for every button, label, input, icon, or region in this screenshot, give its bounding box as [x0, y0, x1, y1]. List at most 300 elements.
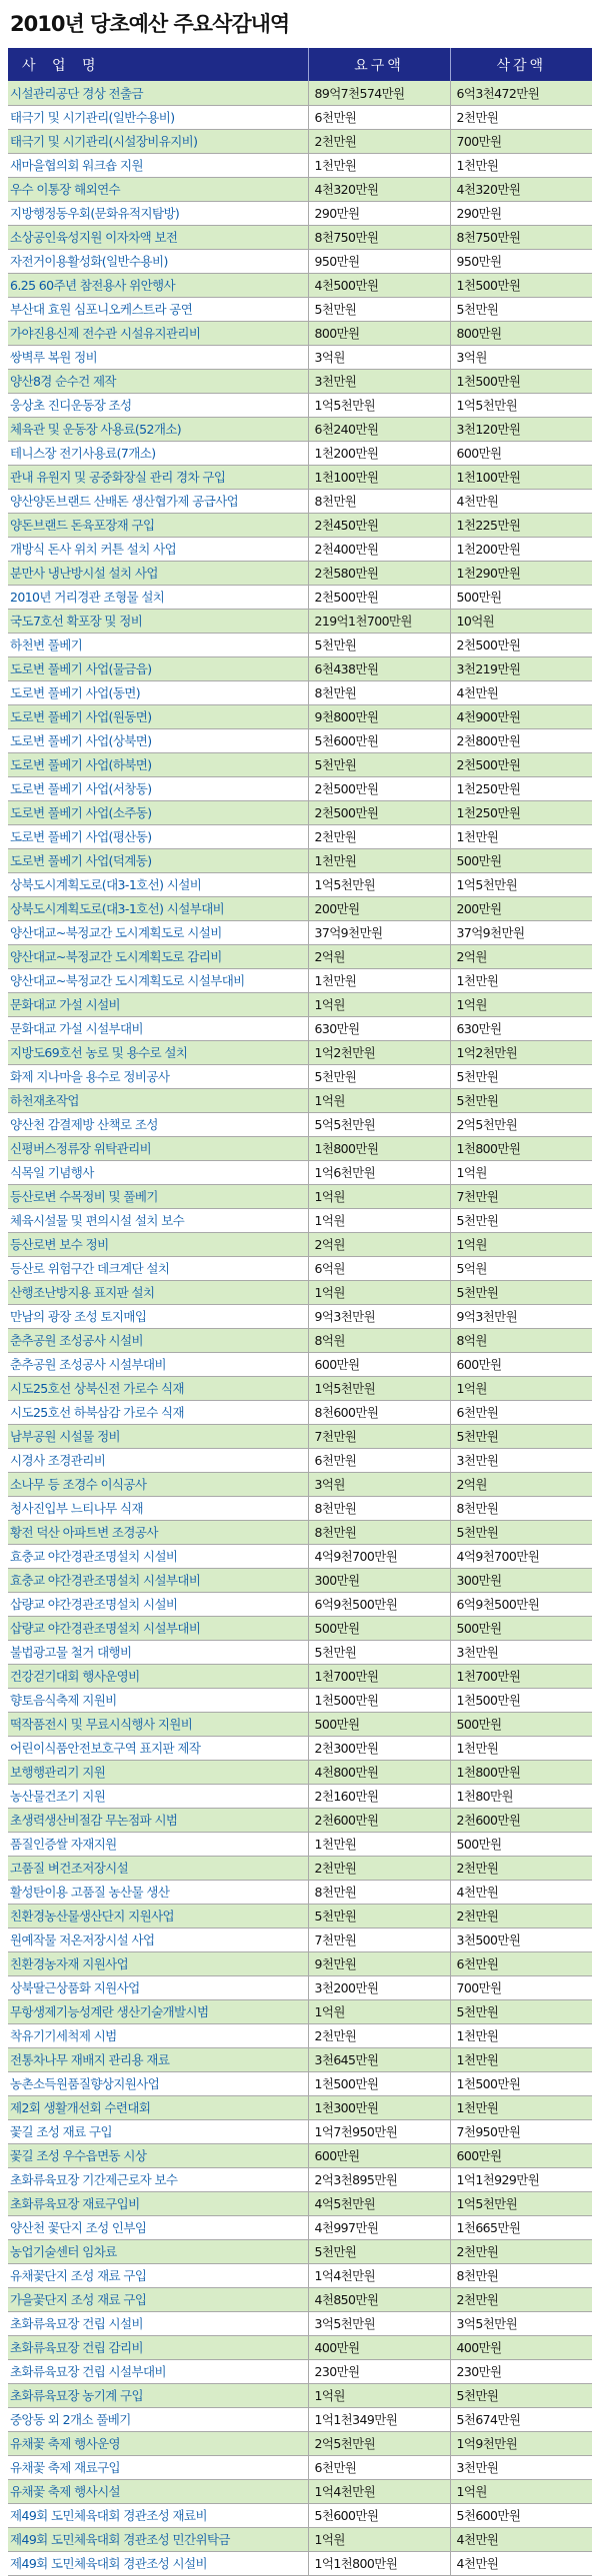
requested-amount-cell: 3억원 — [308, 1472, 450, 1496]
table-row — [8, 1592, 592, 1616]
header-row — [8, 48, 592, 81]
table-row — [8, 345, 592, 369]
project-name-cell: 양산천 꽃단지 조성 인부임 — [8, 2215, 308, 2239]
table-row — [8, 273, 592, 297]
requested-amount-cell: 1천700만원 — [308, 1664, 450, 1688]
project-name-cell: 체육시설물 및 편의시설 설치 보수 — [8, 1208, 308, 1232]
table-row — [8, 2071, 592, 2095]
table-row — [8, 1184, 592, 1208]
project-name-cell: 등산로변 보수 정비 — [8, 1232, 308, 1256]
requested-amount-cell: 3천만원 — [308, 369, 450, 393]
table-row — [8, 824, 592, 848]
cut-amount-cell: 5천만원 — [450, 2383, 592, 2407]
cut-amount-cell: 600만원 — [450, 1352, 592, 1376]
cut-amount-cell: 2천만원 — [450, 1856, 592, 1880]
cut-amount-cell: 1천800만원 — [450, 1760, 592, 1784]
requested-amount-cell: 9억3천만원 — [308, 1304, 450, 1328]
cut-amount-cell: 9억3천만원 — [450, 1304, 592, 1328]
project-name-cell: 초화류육묘장 건립 시설부대비 — [8, 2359, 308, 2383]
requested-amount-cell: 2천만원 — [308, 824, 450, 848]
project-name-cell: 도로변 풀베기 사업(덕계동) — [8, 848, 308, 872]
table-row — [8, 177, 592, 201]
requested-amount-cell: 6천만원 — [308, 105, 450, 129]
cut-amount-cell: 500만원 — [450, 1616, 592, 1640]
table-row — [8, 1616, 592, 1640]
table-row — [8, 81, 592, 105]
requested-amount-cell: 5천만원 — [308, 1640, 450, 1664]
table-row — [8, 585, 592, 609]
requested-amount-cell: 600만원 — [308, 2143, 450, 2167]
project-name-cell: 체육관 및 운동장 사용료(52개소) — [8, 417, 308, 441]
project-name-cell: 친환경농산물생산단지 지원사업 — [8, 1904, 308, 1928]
requested-amount-cell: 500만원 — [308, 1712, 450, 1736]
requested-amount-cell: 7천만원 — [308, 1928, 450, 1951]
cut-amount-cell: 3천만원 — [450, 2455, 592, 2479]
table-row — [8, 1304, 592, 1328]
table-row — [8, 2335, 592, 2359]
cut-amount-cell: 600만원 — [450, 441, 592, 465]
table-body — [8, 81, 592, 2575]
project-name-cell: 도로변 풀베기 사업(평산동) — [8, 824, 308, 848]
project-name-cell: 등산로 위험구간 데크계단 설치 — [8, 1256, 308, 1280]
requested-amount-cell: 3천645만원 — [308, 2047, 450, 2071]
project-name-cell: 가을꽃단지 조성 재료 구입 — [8, 2287, 308, 2311]
table-row — [8, 1520, 592, 1544]
requested-amount-cell: 2천300만원 — [308, 1736, 450, 1760]
cut-amount-cell: 1천100만원 — [450, 465, 592, 489]
project-name-cell: 부산대 효원 심포니오케스트라 공연 — [8, 297, 308, 321]
project-name-cell: 향토음식축제 지원비 — [8, 1688, 308, 1712]
table-row — [8, 2407, 592, 2431]
project-name-cell: 효충교 야간경관조명설치 시설부대비 — [8, 1568, 308, 1592]
cut-amount-cell: 300만원 — [450, 1568, 592, 1592]
cut-amount-cell: 4천900만원 — [450, 704, 592, 728]
project-name-cell: 도로변 풀베기 사업(소주동) — [8, 800, 308, 824]
cut-amount-cell: 1천만원 — [450, 2095, 592, 2119]
table-row — [8, 2239, 592, 2263]
requested-amount-cell: 1억4천만원 — [308, 2479, 450, 2503]
table-row — [8, 537, 592, 561]
requested-amount-cell: 290만원 — [308, 201, 450, 225]
project-name-cell: 지방행정동우회(문화유적지탐방) — [8, 201, 308, 225]
cut-amount-cell: 2천500만원 — [450, 752, 592, 776]
requested-amount-cell: 3천200만원 — [308, 1975, 450, 1999]
table-row — [8, 129, 592, 153]
project-name-cell: 꽃길 조성 재료 구입 — [8, 2119, 308, 2143]
project-name-cell: 양산8경 순수건 제작 — [8, 369, 308, 393]
requested-amount-cell: 1천만원 — [308, 153, 450, 177]
table-row — [8, 1880, 592, 1904]
table-row — [8, 968, 592, 992]
project-name-cell: 신평버스정류장 위탁관리비 — [8, 1136, 308, 1160]
table-row — [8, 728, 592, 752]
table-row — [8, 1328, 592, 1352]
table-row — [8, 1352, 592, 1376]
project-name-cell: 테니스장 전기사용료(7개소) — [8, 441, 308, 465]
table-row — [8, 1040, 592, 1064]
table-row — [8, 489, 592, 513]
table-row — [8, 2287, 592, 2311]
project-name-cell: 청사진입부 느티나무 식재 — [8, 1496, 308, 1520]
header-project-name: 사 업 명 — [8, 48, 308, 81]
project-name-cell: 관내 유원지 및 공중화장실 관리 경차 구입 — [8, 465, 308, 489]
table-row — [8, 1232, 592, 1256]
table-row — [8, 920, 592, 944]
cut-amount-cell: 1천만원 — [450, 2023, 592, 2047]
cut-amount-cell: 1천290만원 — [450, 561, 592, 585]
table-row — [8, 2215, 592, 2239]
table-row — [8, 1256, 592, 1280]
cut-amount-cell: 4천320만원 — [450, 177, 592, 201]
requested-amount-cell: 5천만원 — [308, 2239, 450, 2263]
table-row — [8, 2143, 592, 2167]
requested-amount-cell: 1천만원 — [308, 1832, 450, 1856]
table-row — [8, 225, 592, 249]
requested-amount-cell: 2천450만원 — [308, 513, 450, 537]
cut-amount-cell: 4천만원 — [450, 680, 592, 704]
table-row — [8, 752, 592, 776]
table-row — [8, 2119, 592, 2143]
cut-amount-cell: 1천만원 — [450, 824, 592, 848]
requested-amount-cell: 5천만원 — [308, 297, 450, 321]
requested-amount-cell: 8천600만원 — [308, 1400, 450, 1424]
project-name-cell: 새마을협의회 워크숍 지원 — [8, 153, 308, 177]
project-name-cell: 품질인증쌀 자재지원 — [8, 1832, 308, 1856]
cut-amount-cell: 3천219만원 — [450, 656, 592, 680]
requested-amount-cell: 4천997만원 — [308, 2215, 450, 2239]
header-cut-amount: 삭감액 — [450, 48, 592, 81]
cut-amount-cell: 5천만원 — [450, 1520, 592, 1544]
cut-amount-cell: 800만원 — [450, 321, 592, 345]
project-name-cell: 자전거이용활성화(일반수용비) — [8, 249, 308, 273]
requested-amount-cell: 8억원 — [308, 1328, 450, 1352]
cut-amount-cell: 3천500만원 — [450, 1928, 592, 1951]
requested-amount-cell: 3억5천만원 — [308, 2311, 450, 2335]
cut-amount-cell: 600만원 — [450, 2143, 592, 2167]
project-name-cell: 유채꽃단지 조성 재료 구입 — [8, 2263, 308, 2287]
table-row — [8, 1808, 592, 1832]
table-row — [8, 944, 592, 968]
requested-amount-cell: 1천800만원 — [308, 1136, 450, 1160]
requested-amount-cell: 5천600만원 — [308, 728, 450, 752]
table-row — [8, 2047, 592, 2071]
table-row — [8, 1856, 592, 1880]
project-name-cell: 상북도시계획도로(대3-1호선) 시설부대비 — [8, 896, 308, 920]
cut-amount-cell: 5천만원 — [450, 1088, 592, 1112]
project-name-cell: 시도25호선 하북삼감 가로수 식재 — [8, 1400, 308, 1424]
project-name-cell: 식목일 기념행사 — [8, 1160, 308, 1184]
project-name-cell: 양산대교~북정교간 도시계획도로 시설비 — [8, 920, 308, 944]
project-name-cell: 도로변 풀베기 사업(물금읍) — [8, 656, 308, 680]
table-row — [8, 800, 592, 824]
requested-amount-cell: 2억5천만원 — [308, 2431, 450, 2455]
table-row — [8, 1928, 592, 1951]
requested-amount-cell: 6천만원 — [308, 1448, 450, 1472]
project-name-cell: 제49회 도민체육대회 경관조성 재료비 — [8, 2503, 308, 2527]
cut-amount-cell: 2천500만원 — [450, 633, 592, 656]
cut-amount-cell: 500만원 — [450, 1712, 592, 1736]
cut-amount-cell: 1억5천만원 — [450, 872, 592, 896]
requested-amount-cell: 2천만원 — [308, 2023, 450, 2047]
requested-amount-cell: 3억원 — [308, 345, 450, 369]
table-row — [8, 1760, 592, 1784]
requested-amount-cell: 1억원 — [308, 1088, 450, 1112]
table-row — [8, 1448, 592, 1472]
table-row — [8, 1064, 592, 1088]
project-name-cell: 도로변 풀베기 사업(하북면) — [8, 752, 308, 776]
table-row — [8, 1975, 592, 1999]
cut-amount-cell: 5천674만원 — [450, 2407, 592, 2431]
table-row — [8, 656, 592, 680]
table-row — [8, 633, 592, 656]
project-name-cell: 활성탄이용 고품질 농산물 생산 — [8, 1880, 308, 1904]
cut-amount-cell: 1천700만원 — [450, 1664, 592, 1688]
cut-amount-cell: 1억9천만원 — [450, 2431, 592, 2455]
project-name-cell: 춘추공원 조성공사 시설비 — [8, 1328, 308, 1352]
requested-amount-cell: 1억6천만원 — [308, 1160, 450, 1184]
cut-amount-cell: 950만원 — [450, 249, 592, 273]
requested-amount-cell: 5억5천만원 — [308, 1112, 450, 1136]
requested-amount-cell: 37억9천만원 — [308, 920, 450, 944]
project-name-cell: 초화류육묘장 건립 시설비 — [8, 2311, 308, 2335]
requested-amount-cell: 1천500만원 — [308, 2071, 450, 2095]
cut-amount-cell: 6억3천472만원 — [450, 81, 592, 105]
requested-amount-cell: 8천만원 — [308, 1496, 450, 1520]
project-name-cell: 전통차나무 재배지 관리용 재료 — [8, 2047, 308, 2071]
project-name-cell: 제2회 생활개선회 수련대회 — [8, 2095, 308, 2119]
requested-amount-cell: 6천만원 — [308, 2455, 450, 2479]
project-name-cell: 우수 이통장 해외연수 — [8, 177, 308, 201]
requested-amount-cell: 230만원 — [308, 2359, 450, 2383]
project-name-cell: 삽량교 야간경관조명설치 시설부대비 — [8, 1616, 308, 1640]
project-name-cell: 6.25 60주년 참전용사 위안행사 — [8, 273, 308, 297]
cut-amount-cell: 6천만원 — [450, 1400, 592, 1424]
requested-amount-cell: 4천320만원 — [308, 177, 450, 201]
table-row — [8, 896, 592, 920]
table-row — [8, 2503, 592, 2527]
cut-amount-cell: 1억원 — [450, 992, 592, 1016]
requested-amount-cell: 1억4천만원 — [308, 2263, 450, 2287]
project-name-cell: 중앙동 외 2개소 풀베기 — [8, 2407, 308, 2431]
table-row — [8, 1136, 592, 1160]
requested-amount-cell: 2천500만원 — [308, 585, 450, 609]
requested-amount-cell: 8천만원 — [308, 1520, 450, 1544]
project-name-cell: 소상공인육성지원 이자차액 보전 — [8, 225, 308, 249]
cut-amount-cell: 1억5천만원 — [450, 2191, 592, 2215]
cut-amount-cell: 1천665만원 — [450, 2215, 592, 2239]
cut-amount-cell: 1천500만원 — [450, 1688, 592, 1712]
project-name-cell: 태극기 및 시기관리(일반수용비) — [8, 105, 308, 129]
table-row — [8, 2023, 592, 2047]
requested-amount-cell: 4억9천700만원 — [308, 1544, 450, 1568]
project-name-cell: 도로변 풀베기 사업(상북면) — [8, 728, 308, 752]
cut-amount-cell: 2천만원 — [450, 1904, 592, 1928]
cut-amount-cell: 500만원 — [450, 1832, 592, 1856]
requested-amount-cell: 1억5천만원 — [308, 1376, 450, 1400]
requested-amount-cell: 8천만원 — [308, 1880, 450, 1904]
requested-amount-cell: 300만원 — [308, 1568, 450, 1592]
table-row — [8, 441, 592, 465]
table-row — [8, 1208, 592, 1232]
table-row — [8, 1376, 592, 1400]
table-row — [8, 2167, 592, 2191]
cut-amount-cell: 2억원 — [450, 944, 592, 968]
project-name-cell: 양산천 감결제방 산책로 조성 — [8, 1112, 308, 1136]
project-name-cell: 시설관리공단 경상 전출금 — [8, 81, 308, 105]
project-name-cell: 어린이식품안전보호구역 표지판 제작 — [8, 1736, 308, 1760]
cut-amount-cell: 5억원 — [450, 1256, 592, 1280]
project-name-cell: 남부공원 시설물 정비 — [8, 1424, 308, 1448]
cut-amount-cell: 10억원 — [450, 609, 592, 633]
project-name-cell: 유채꽃 축제 행사운영 — [8, 2431, 308, 2455]
cut-amount-cell: 5천만원 — [450, 1999, 592, 2023]
project-name-cell: 소나무 등 조경수 이식공사 — [8, 1472, 308, 1496]
table-row — [8, 2263, 592, 2287]
cut-amount-cell: 4억9천700만원 — [450, 1544, 592, 1568]
requested-amount-cell: 8천750만원 — [308, 225, 450, 249]
project-name-cell: 유채꽃 축제 행사시설 — [8, 2479, 308, 2503]
table-row — [8, 1160, 592, 1184]
cut-amount-cell: 500만원 — [450, 585, 592, 609]
project-name-cell: 상북딸근상품화 지원사업 — [8, 1975, 308, 1999]
cut-amount-cell: 1천250만원 — [450, 800, 592, 824]
table-row — [8, 393, 592, 417]
requested-amount-cell: 2천500만원 — [308, 800, 450, 824]
cut-amount-cell: 290만원 — [450, 201, 592, 225]
cut-amount-cell: 230만원 — [450, 2359, 592, 2383]
requested-amount-cell: 1억2천만원 — [308, 1040, 450, 1064]
project-name-cell: 가야진용신제 전수관 시설유지관리비 — [8, 321, 308, 345]
project-name-cell: 춘추공원 조성공사 시설부대비 — [8, 1352, 308, 1376]
cut-amount-cell: 1천500만원 — [450, 369, 592, 393]
project-name-cell: 분만사 냉난방시설 설치 사업 — [8, 561, 308, 585]
table-row — [8, 321, 592, 345]
requested-amount-cell: 5천만원 — [308, 633, 450, 656]
table-row — [8, 1640, 592, 1664]
requested-amount-cell: 950만원 — [308, 249, 450, 273]
cut-amount-cell: 2천600만원 — [450, 1808, 592, 1832]
table-row — [8, 2479, 592, 2503]
table-row — [8, 2527, 592, 2551]
cut-amount-cell: 3억원 — [450, 345, 592, 369]
requested-amount-cell: 5천600만원 — [308, 2503, 450, 2527]
requested-amount-cell: 2천580만원 — [308, 561, 450, 585]
requested-amount-cell: 9천만원 — [308, 1951, 450, 1975]
cut-amount-cell: 5천만원 — [450, 1064, 592, 1088]
requested-amount-cell: 200만원 — [308, 896, 450, 920]
cut-amount-cell: 8천만원 — [450, 1496, 592, 1520]
requested-amount-cell: 500만원 — [308, 1616, 450, 1640]
project-name-cell: 떡작품전시 및 무료시식행사 지원비 — [8, 1712, 308, 1736]
project-name-cell: 제49회 도민체육대회 경관조성 시설비 — [8, 2551, 308, 2575]
cut-amount-cell: 1억5천만원 — [450, 393, 592, 417]
table-row — [8, 1280, 592, 1304]
cut-amount-cell: 3천만원 — [450, 1640, 592, 1664]
requested-amount-cell: 6천438만원 — [308, 656, 450, 680]
table-row — [8, 201, 592, 225]
requested-amount-cell: 4천850만원 — [308, 2287, 450, 2311]
table-row — [8, 2431, 592, 2455]
project-name-cell: 도로변 풀베기 사업(원동면) — [8, 704, 308, 728]
project-name-cell: 착유기기세척제 시범 — [8, 2023, 308, 2047]
table-row — [8, 417, 592, 441]
requested-amount-cell: 1억원 — [308, 1999, 450, 2023]
cut-amount-cell: 8억원 — [450, 1328, 592, 1352]
project-name-cell: 양산양돈브랜드 산배돈 생산협가제 공급사업 — [8, 489, 308, 513]
cut-amount-cell: 1천500만원 — [450, 273, 592, 297]
requested-amount-cell: 8천만원 — [308, 680, 450, 704]
table-row — [8, 249, 592, 273]
table-row — [8, 1904, 592, 1928]
project-name-cell: 하천변 풀베기 — [8, 633, 308, 656]
cut-amount-cell: 1억원 — [450, 1160, 592, 1184]
requested-amount-cell: 1천200만원 — [308, 441, 450, 465]
table-row — [8, 704, 592, 728]
cut-amount-cell: 2천800만원 — [450, 728, 592, 752]
table-row — [8, 105, 592, 129]
requested-amount-cell: 1천500만원 — [308, 1688, 450, 1712]
table-row — [8, 513, 592, 537]
requested-amount-cell: 4천800만원 — [308, 1760, 450, 1784]
table-row — [8, 680, 592, 704]
table-row — [8, 1951, 592, 1975]
project-name-cell: 농산물건조기 지원 — [8, 1784, 308, 1808]
requested-amount-cell: 89억7천574만원 — [308, 81, 450, 105]
project-name-cell: 초화류육묘장 농기계 구입 — [8, 2383, 308, 2407]
project-name-cell: 지방도69호선 농로 및 용수로 설치 — [8, 1040, 308, 1064]
requested-amount-cell: 2억원 — [308, 1232, 450, 1256]
cut-amount-cell: 7천950만원 — [450, 2119, 592, 2143]
project-name-cell: 국도7호선 확포장 및 정비 — [8, 609, 308, 633]
cut-amount-cell: 1천만원 — [450, 153, 592, 177]
table-row — [8, 1424, 592, 1448]
requested-amount-cell: 4천500만원 — [308, 273, 450, 297]
requested-amount-cell: 2천400만원 — [308, 537, 450, 561]
project-name-cell: 삽량교 야간경관조명설치 시설비 — [8, 1592, 308, 1616]
cut-amount-cell: 1억원 — [450, 1232, 592, 1256]
project-name-cell: 효충교 야간경관조명설치 시설비 — [8, 1544, 308, 1568]
table-row — [8, 609, 592, 633]
requested-amount-cell: 1천만원 — [308, 848, 450, 872]
requested-amount-cell: 1억원 — [308, 1208, 450, 1232]
requested-amount-cell: 1억5천만원 — [308, 872, 450, 896]
project-name-cell: 초화류육묘장 기간제근로자 보수 — [8, 2167, 308, 2191]
project-name-cell: 꽃길 조성 우수읍면동 시상 — [8, 2143, 308, 2167]
project-name-cell: 원예작물 저온저장시설 사업 — [8, 1928, 308, 1951]
cut-amount-cell: 4천만원 — [450, 2527, 592, 2551]
budget-cut-table — [8, 48, 592, 2576]
cut-amount-cell: 5천만원 — [450, 1424, 592, 1448]
project-name-cell: 상북도시계획도로(대3-1호선) 시설비 — [8, 872, 308, 896]
table-row — [8, 2551, 592, 2575]
requested-amount-cell: 1억1천349만원 — [308, 2407, 450, 2431]
cut-amount-cell: 1천225만원 — [450, 513, 592, 537]
project-name-cell: 도로변 풀베기 사업(서창동) — [8, 776, 308, 800]
table-row — [8, 2311, 592, 2335]
cut-amount-cell: 400만원 — [450, 2335, 592, 2359]
project-name-cell: 황전 덕산 아파트변 조경공사 — [8, 1520, 308, 1544]
table-row — [8, 872, 592, 896]
requested-amount-cell: 4억5천만원 — [308, 2191, 450, 2215]
requested-amount-cell: 7천만원 — [308, 1424, 450, 1448]
project-name-cell: 쌍벽루 복원 정비 — [8, 345, 308, 369]
requested-amount-cell: 2천만원 — [308, 1856, 450, 1880]
cut-amount-cell: 5천만원 — [450, 297, 592, 321]
requested-amount-cell: 1억원 — [308, 2383, 450, 2407]
cut-amount-cell: 8천만원 — [450, 2263, 592, 2287]
cut-amount-cell: 1천만원 — [450, 2047, 592, 2071]
table-row — [8, 2383, 592, 2407]
